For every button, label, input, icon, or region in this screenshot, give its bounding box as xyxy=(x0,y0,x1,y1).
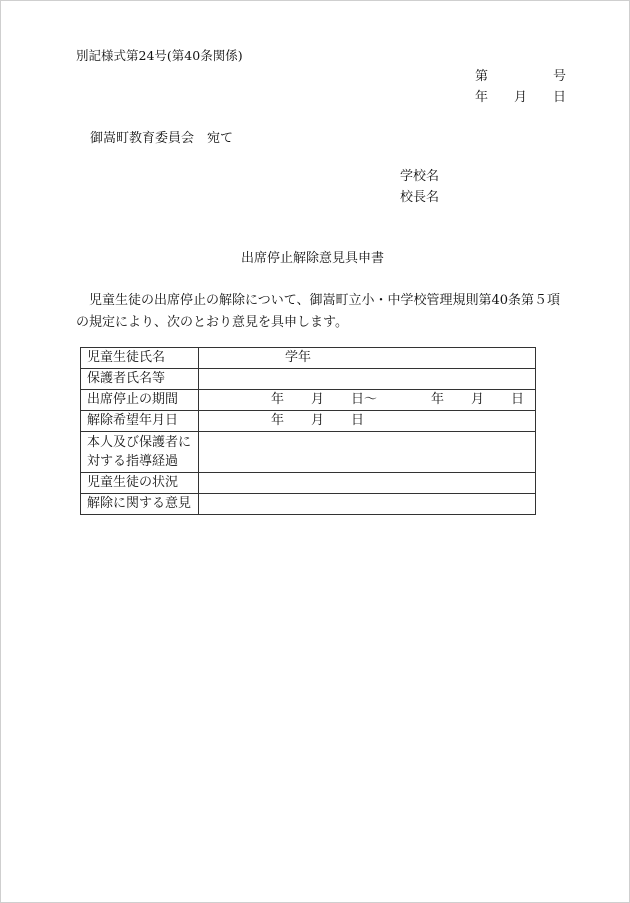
principal-name-label: 校長名 xyxy=(400,190,440,205)
table-row xyxy=(81,473,536,494)
period-to-year: 年 xyxy=(431,392,445,407)
form-number: 別記様式第24号(第40条関係) xyxy=(76,48,243,63)
body-line-1: 児童生徒の出席停止の解除について、御嵩町立小・中学校管理規則第40条第５項 xyxy=(76,293,561,308)
release-year: 年 xyxy=(271,413,285,428)
date-month: 月 xyxy=(514,90,528,105)
suspension-period-label: 出席停止の期間 xyxy=(81,390,199,411)
info-table xyxy=(80,347,536,515)
table-row xyxy=(81,494,536,515)
student-status-field[interactable] xyxy=(199,473,536,494)
guidance-history-label-line2: 対する指導経過 xyxy=(87,454,179,469)
release-month: 月 xyxy=(311,413,325,428)
table-row xyxy=(81,390,536,411)
table-row xyxy=(81,348,536,369)
grade-label: 学年 xyxy=(285,350,312,365)
document-title: 出席停止解除意見具申書 xyxy=(241,251,385,266)
period-from-year: 年 xyxy=(271,392,285,407)
period-from-day: 日〜 xyxy=(351,392,378,407)
doc-number-suffix: 号 xyxy=(553,69,567,84)
guidance-history-label-line1: 本人及び保護者に xyxy=(87,435,192,450)
table-row xyxy=(81,369,536,390)
date-day: 日 xyxy=(553,90,567,105)
suspension-period-field[interactable] xyxy=(199,390,536,411)
guardian-name-field[interactable] xyxy=(199,369,536,390)
release-day: 日 xyxy=(351,413,365,428)
doc-number-prefix: 第 xyxy=(475,69,489,84)
period-to-month: 月 xyxy=(471,392,485,407)
school-name-label: 学校名 xyxy=(400,169,440,184)
addressee: 御嵩町教育委員会 宛て xyxy=(90,131,234,146)
guardian-name-label: 保護者氏名等 xyxy=(81,369,199,390)
body-paragraph xyxy=(76,290,572,334)
student-name-field[interactable] xyxy=(199,348,536,369)
student-status-label: 児童生徒の状況 xyxy=(81,473,199,494)
release-opinion-label: 解除に関する意見 xyxy=(81,494,199,515)
release-date-field[interactable] xyxy=(199,411,536,432)
release-date-label: 解除希望年月日 xyxy=(81,411,199,432)
table-row xyxy=(81,432,536,473)
period-to-day: 日 xyxy=(511,392,525,407)
release-opinion-field[interactable] xyxy=(199,494,536,515)
guidance-history-field[interactable] xyxy=(199,432,536,473)
period-from-month: 月 xyxy=(311,392,325,407)
body-line-2: の規定により、次のとおり意見を具申します。 xyxy=(76,315,348,330)
student-name-label: 児童生徒氏名 xyxy=(81,348,199,369)
date-year: 年 xyxy=(475,90,489,105)
guidance-history-label xyxy=(81,432,199,473)
table-row xyxy=(81,411,536,432)
